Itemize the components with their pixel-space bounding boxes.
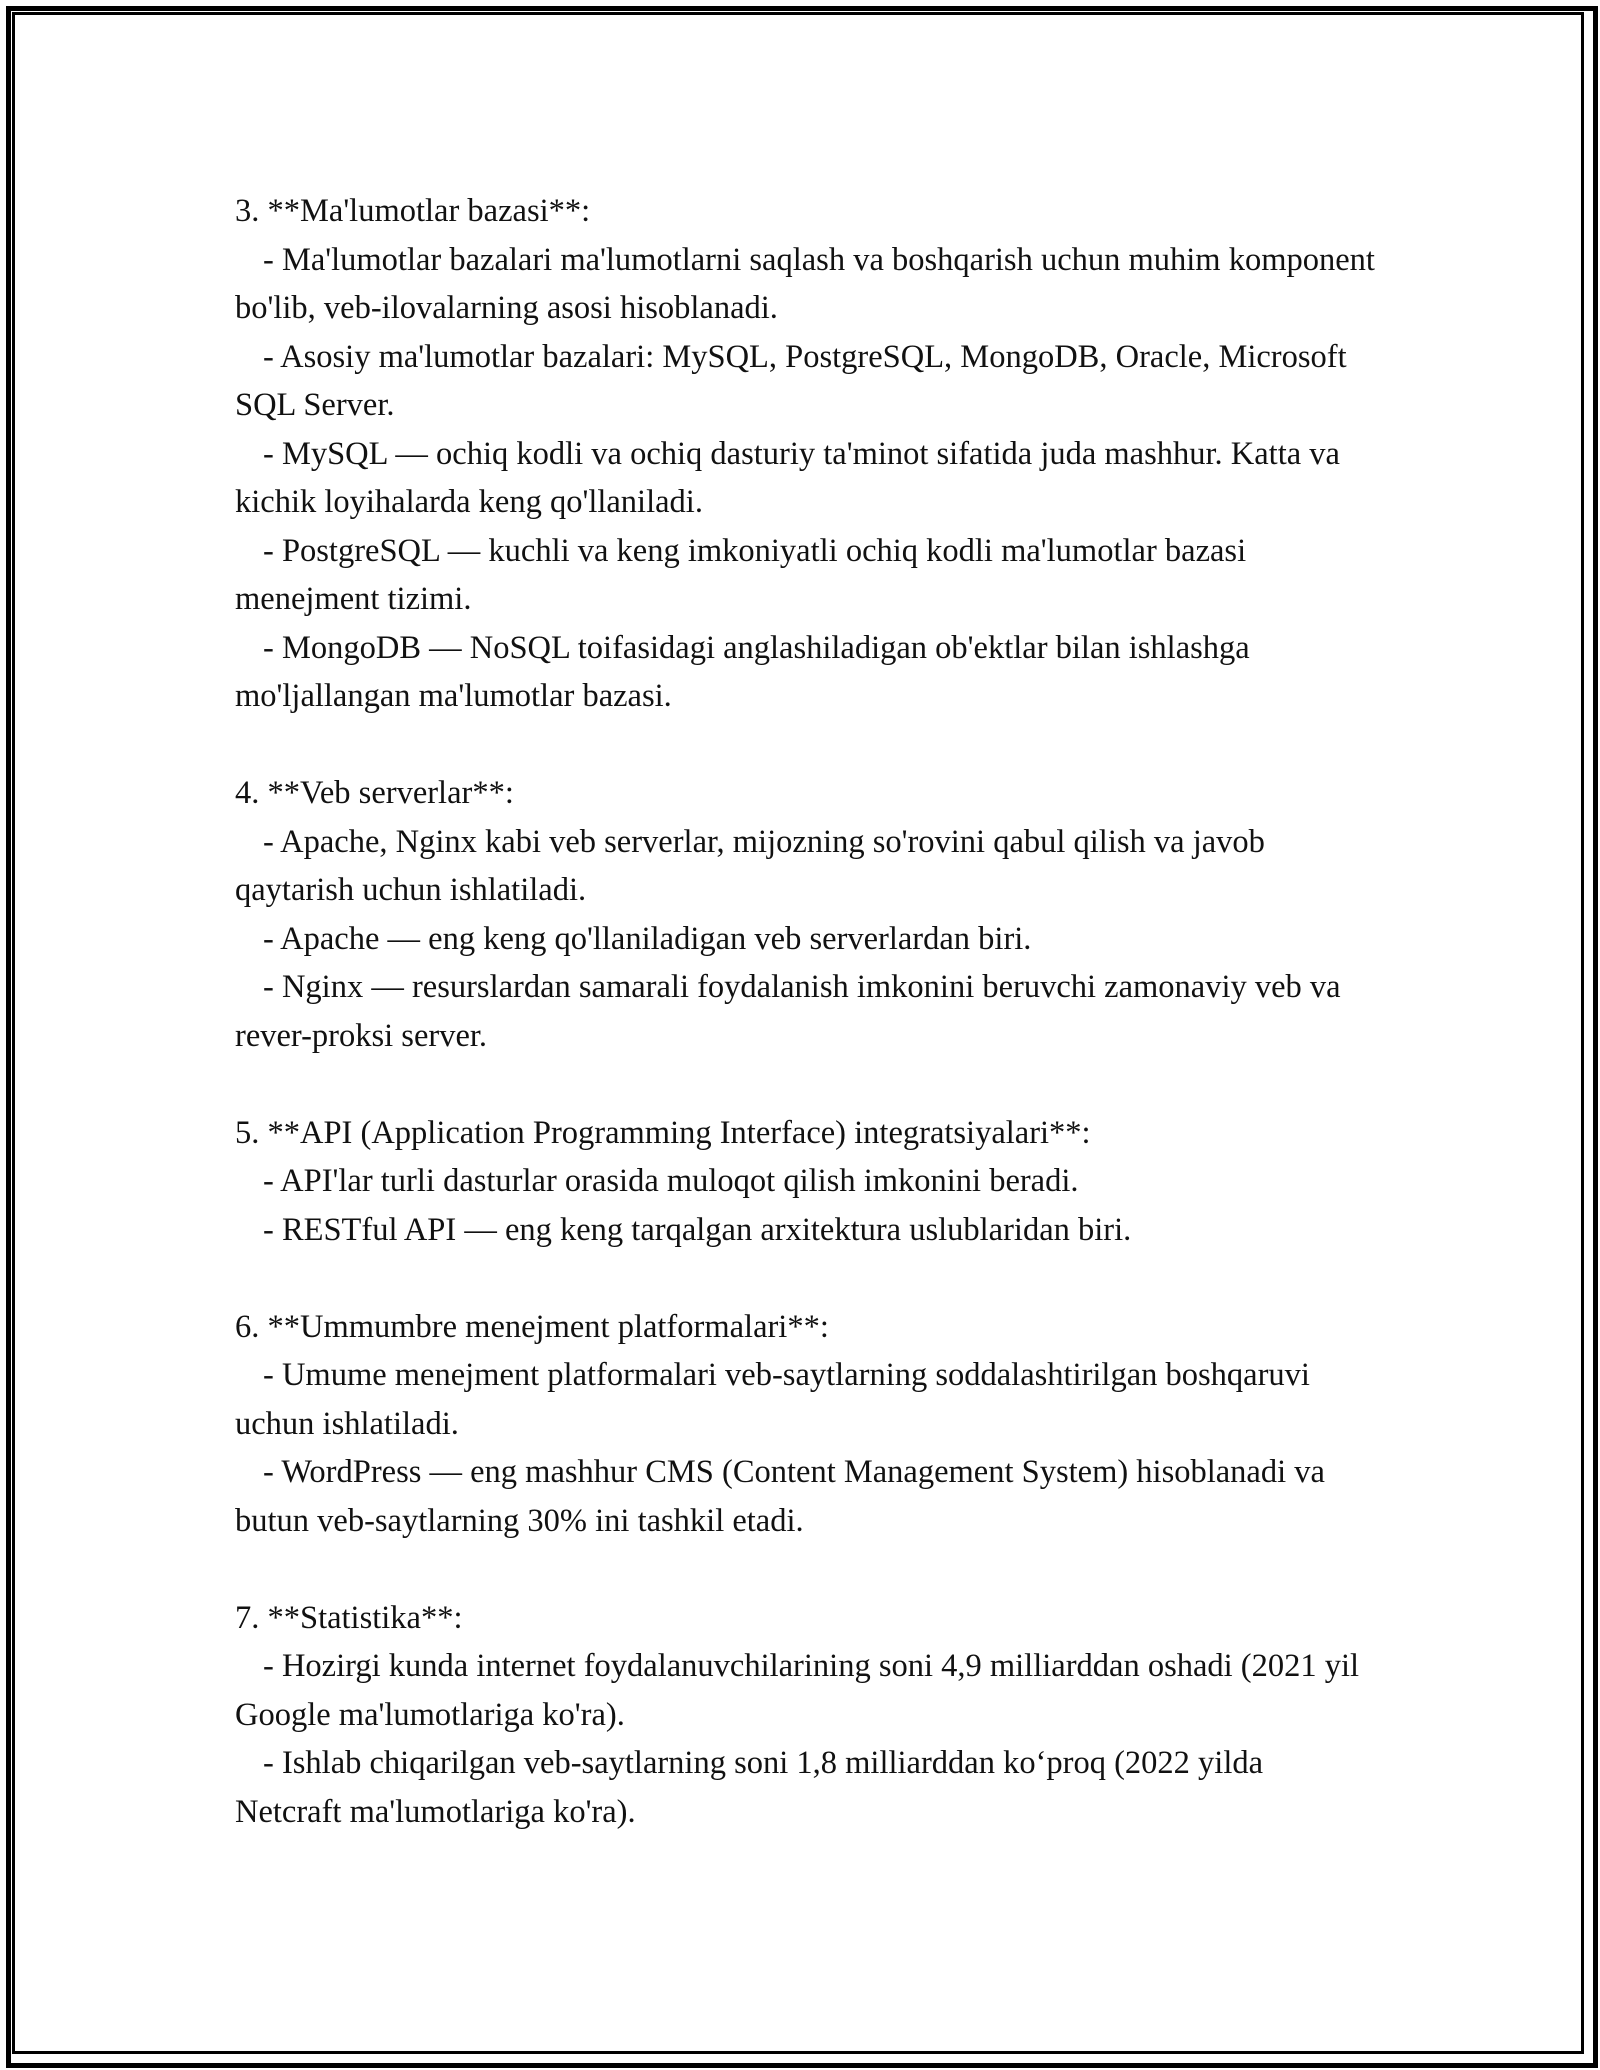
bullet-item: - Ma'lumotlar bazalari ma'lumotlarni saqlash va boshqarish uchun muhim komponent bo'lib, veb-ilovalarning asosi hisoblanadi. bbox=[235, 241, 1375, 326]
section-databases bbox=[235, 187, 1375, 721]
section-web-servers bbox=[235, 769, 1375, 1060]
bullet-item: - API'lar turli dasturlar orasida muloqot qilish imkonini beradi. bbox=[263, 1163, 1079, 1199]
bullet-item: - Nginx — resurslardan samarali foydalanish imkonini beruvchi zamonaviy veb va rever-proksi server. bbox=[235, 969, 1341, 1054]
bullet-item: - Umume menejment platformalari veb-saytlarning soddalashtirilgan boshqaruvi uchun ishlatiladi. bbox=[235, 1357, 1310, 1442]
document-body bbox=[235, 187, 1375, 1836]
bullet-item: - Apache, Nginx kabi veb serverlar, mijozning so'rovini qabul qilish va javob qaytarish uchun ishlatiladi. bbox=[235, 823, 1265, 908]
bullet-item: - Hozirgi kunda internet foydalanuvchilarining soni 4,9 milliarddan oshadi (2021 yil Google ma'lumotlariga ko'ra). bbox=[235, 1648, 1360, 1733]
bullet-item: - Apache — eng keng qo'llaniladigan veb serverlardan biri. bbox=[263, 920, 1032, 957]
bullet-item: - MongoDB — NoSQL toifasidagi anglashiladigan ob'ektlar bilan ishlashga mo'ljallangan ma'lumotlar bazasi. bbox=[235, 629, 1250, 714]
bullet-item: - Asosiy ma'lumotlar bazalari: MySQL, PostgreSQL, MongoDB, Oracle, Microsoft SQL Server. bbox=[235, 338, 1347, 423]
section-api bbox=[235, 1109, 1375, 1255]
section-heading: 6. **Ummumbre menejment platformalari**: bbox=[235, 1308, 829, 1345]
section-heading: 4. **Veb serverlar**: bbox=[235, 775, 514, 811]
section-heading: 5. **API (Application Programming Interface) integratsiyalari**: bbox=[235, 1114, 1091, 1151]
bullet-item: - MySQL — ochiq kodli va ochiq dasturiy ta'minot sifatida juda mashhur. Katta va kichik loyihalarda keng qo'llaniladi. bbox=[235, 435, 1340, 520]
bullet-item: - WordPress — eng mashhur CMS (Content Management System) hisoblanadi va butun veb-saytlarning 30% ini tashkil etadi. bbox=[235, 1454, 1325, 1539]
bullet-item: - RESTful API — eng keng tarqalgan arxitektura uslublaridan biri. bbox=[263, 1211, 1132, 1248]
section-statistics bbox=[235, 1594, 1375, 1837]
bullet-item: - Ishlab chiqarilgan veb-saytlarning soni 1,8 milliarddan ko‘proq (2022 yilda Netcraft ma'lumotlariga ko'ra). bbox=[235, 1745, 1264, 1830]
section-cms bbox=[235, 1303, 1375, 1546]
section-heading: 3. **Ma'lumotlar bazasi**: bbox=[235, 193, 591, 229]
bullet-item: - PostgreSQL — kuchli va keng imkoniyatli ochiq kodli ma'lumotlar bazasi menejment tizimi. bbox=[235, 532, 1247, 617]
section-heading: 7. **Statistika**: bbox=[235, 1599, 463, 1636]
